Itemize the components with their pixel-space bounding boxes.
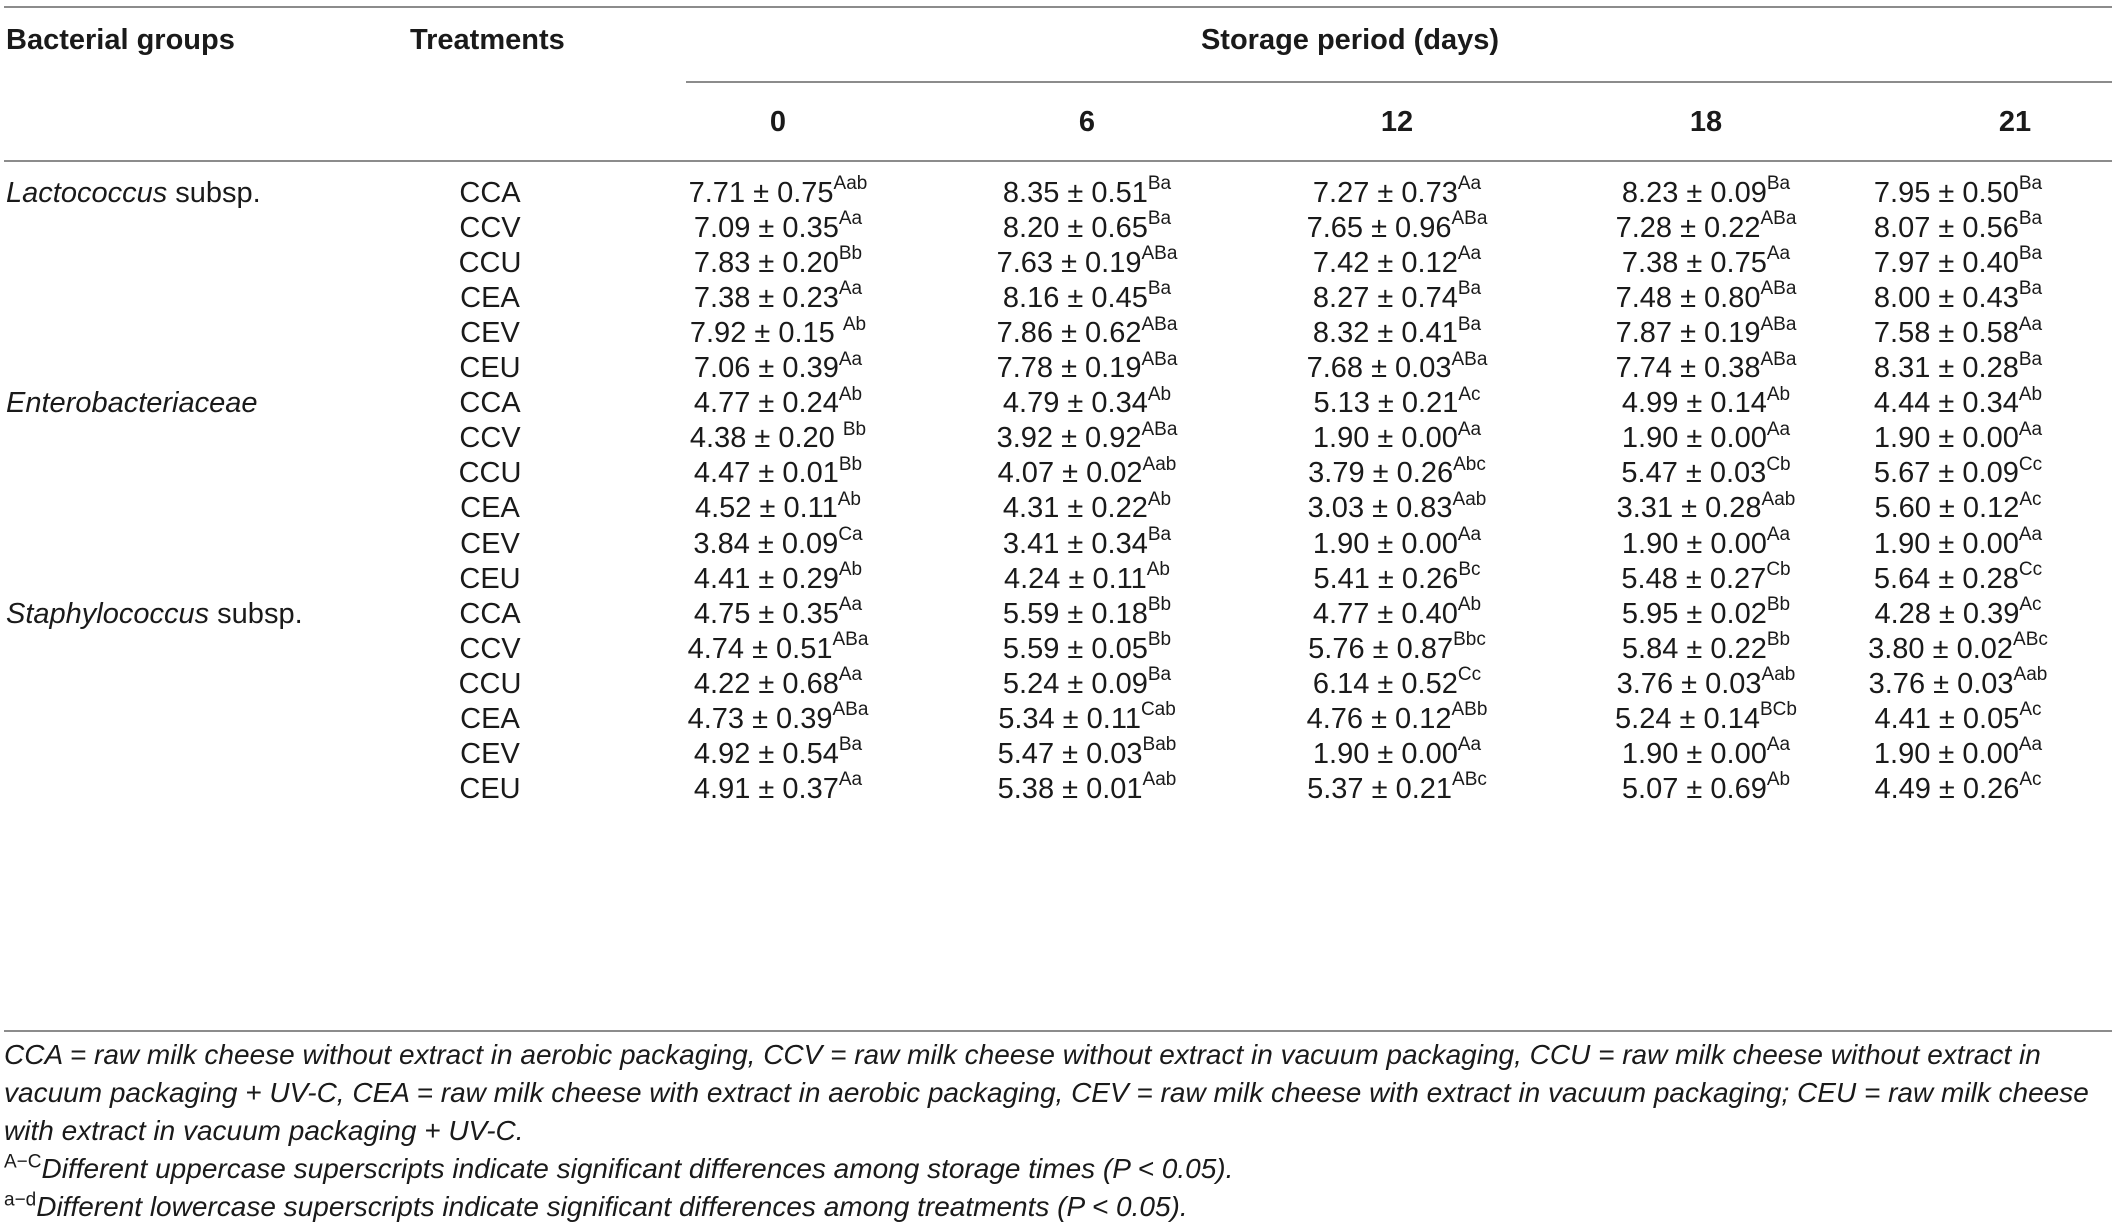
mean-sd-value: 4.38 ± 0.20 [689,422,843,455]
mean-sd-value: 5.48 ± 0.27 [1621,562,1767,595]
mean-sd-value: 4.22 ± 0.68 [693,667,839,700]
mean-sd-value: 4.31 ± 0.22 [1002,492,1148,525]
significance-superscript: Aa [838,593,863,615]
treatment-cell: CCV [459,632,521,665]
significance-superscript: ABa [1760,313,1797,335]
significance-superscript: Ab [2018,383,2043,405]
treatment-cell: CEV [460,737,520,770]
mean-sd-value: 7.28 ± 0.22 [1615,212,1761,245]
mean-sd-value: 5.67 ± 0.09 [1873,457,2019,490]
mean-sd-value: 5.41 ± 0.26 [1313,562,1459,595]
header-treatments: Treatments [410,24,565,56]
significance-superscript: Aab [1452,488,1487,510]
treatment-cell: CCV [459,422,521,455]
significance-superscript: ABb [1451,699,1488,721]
significance-superscript: Ba [1147,173,1172,195]
mean-sd-value: 1.90 ± 0.00 [1312,737,1458,770]
significance-superscript: Aa [838,208,863,230]
significance-superscript: Aab [1142,453,1177,475]
footnote-uppercase [4,1150,2112,1188]
treatment-cell: CCA [459,387,521,420]
mean-sd-value: 5.34 ± 0.11 [998,702,1141,735]
footnote-abbreviations-line-3: with extract in vacuum packaging + UV-C. [4,1115,524,1146]
mean-sd-value: 7.71 ± 0.75 [688,177,834,209]
mean-sd-value: 8.16 ± 0.45 [1002,282,1148,315]
treatment-cell: CEU [459,772,521,805]
bacterial-group-name: Staphylococcus [6,597,210,630]
header-bottom-rule [4,160,2112,162]
significance-superscript: Aab [1761,488,1796,510]
mean-sd-value: 1.90 ± 0.00 [1873,527,2019,560]
mean-sd-value: 3.80 ± 0.02 [1868,632,2014,665]
significance-superscript: Aab [1761,664,1796,686]
significance-superscript: ABa [1760,348,1797,370]
significance-superscript: Ba [2018,348,2043,370]
mean-sd-value: 7.48 ± 0.80 [1615,282,1761,315]
mean-sd-value: 8.27 ± 0.74 [1312,282,1458,315]
mean-sd-value: 4.77 ± 0.40 [1312,597,1458,630]
mean-sd-value: 1.90 ± 0.00 [1312,422,1458,455]
significance-superscript: Aa [2018,418,2043,440]
significance-superscript: Aa [2018,523,2043,545]
treatment-cell: CEA [460,492,520,525]
significance-superscript: Ba [1766,173,1791,195]
significance-superscript: Abc [1453,453,1486,475]
mean-sd-value: 3.76 ± 0.03 [1868,667,2014,700]
mean-sd-value: 7.78 ± 0.19 [996,352,1142,385]
mean-sd-value: 4.28 ± 0.39 [1874,597,2020,630]
mean-sd-value: 3.84 ± 0.09 [693,527,839,560]
treatment-cell: CCA [459,597,521,630]
footnote-abbreviations-line-1: CCA = raw milk cheese without extract in aerobic packaging, CCV = raw milk cheese without extract in vacuum packaging, CCU = raw milk cheese without extract in [4,1039,2041,1070]
significance-superscript: Ab [838,383,863,405]
bacterial-group-suffix: subsp. [209,597,303,630]
value-cell [1247,766,1547,813]
significance-superscript: Ba [1147,664,1172,686]
mean-sd-value: 1.90 ± 0.00 [1873,422,2019,455]
day-header-0: 0 [769,106,787,138]
storage-period-span-rule [686,81,2112,83]
treatment-cell: CEU [459,562,521,595]
significance-superscript: Ab [1457,593,1482,615]
significance-superscript: Ab [1146,558,1170,580]
treatment-cell: CEA [460,702,520,735]
mean-sd-value: 3.92 ± 0.92 [996,422,1142,455]
significance-superscript: Bb [838,243,863,265]
significance-superscript: Ca [838,523,863,545]
significance-superscript: Ba [1147,208,1172,230]
footnote-uppercase-text: Different uppercase superscripts indicate significant differences among storage times (P < 0.05). [41,1153,1234,1184]
significance-superscript: Aa [1766,523,1791,545]
day-header-6: 6 [1078,106,1096,138]
mean-sd-value: 7.38 ± 0.75 [1621,247,1767,280]
mean-sd-value: 8.20 ± 0.65 [1002,212,1148,245]
significance-superscript: Aa [2018,313,2043,335]
mean-sd-value: 5.95 ± 0.02 [1621,597,1767,630]
day-header-18: 18 [1689,106,1723,138]
significance-superscript: ABa [832,628,869,650]
significance-superscript: ABa [1451,208,1488,230]
day-header-21: 21 [1998,106,2032,138]
significance-superscript: Ac [2019,593,2042,615]
header-bacterial-groups: Bacterial groups [6,24,235,56]
footnote-uppercase-marker: A−C [4,1151,42,1173]
mean-sd-value: 8.35 ± 0.51 [1002,177,1148,209]
significance-superscript: Ba [2018,208,2043,230]
significance-superscript: Bab [1142,734,1177,756]
bacterial-group-name: Enterobacteriaceae [6,387,258,420]
mean-sd-value: 7.97 ± 0.40 [1873,247,2019,280]
treatment-cell: CCA [459,177,521,209]
bacterial-group-suffix: subsp. [167,177,261,209]
significance-superscript: ABc [1452,769,1487,791]
significance-superscript: Aa [838,664,863,686]
significance-superscript: Ab [1147,488,1172,510]
significance-superscript: Cab [1140,699,1176,721]
table-footnotes [4,1036,2112,1226]
significance-superscript: ABc [2013,628,2048,650]
treatment-cell: CEV [460,527,520,560]
mean-sd-value: 7.68 ± 0.03 [1306,352,1452,385]
significance-superscript: Ba [2018,173,2043,195]
mean-sd-value: 8.07 ± 0.56 [1873,212,2019,245]
significance-superscript: Aa [1457,243,1482,265]
significance-superscript: Ac [2019,488,2042,510]
treatment-cell: CCU [458,667,522,700]
mean-sd-value: 7.92 ± 0.15 [689,317,843,350]
mean-sd-value: 4.47 ± 0.01 [693,457,839,490]
significance-superscript: Ab [838,558,863,580]
mean-sd-value: 3.31 ± 0.28 [1616,492,1762,525]
mean-sd-value: 6.14 ± 0.52 [1312,667,1458,700]
significance-superscript: Aa [838,278,863,300]
mean-sd-value: 7.74 ± 0.38 [1615,352,1761,385]
mean-sd-value: 5.59 ± 0.18 [1002,597,1148,630]
significance-superscript: Ab [1766,769,1791,791]
mean-sd-value: 4.41 ± 0.29 [693,562,839,595]
significance-superscript: Bbc [1453,628,1486,650]
significance-superscript: Aa [1766,734,1791,756]
footnote-lowercase [4,1188,2112,1226]
significance-superscript: Ab [842,313,867,335]
significance-superscript: Ba [1147,278,1172,300]
mean-sd-value: 4.77 ± 0.24 [693,387,839,420]
significance-superscript: ABa [1451,348,1488,370]
significance-superscript: Ac [2019,699,2042,721]
value-cell [937,766,1237,813]
mean-sd-value: 1.90 ± 0.00 [1312,527,1458,560]
table-top-rule [4,6,2112,8]
treatment-cell: CCU [458,457,522,490]
mean-sd-value: 5.60 ± 0.12 [1874,492,2020,525]
mean-sd-value: 7.63 ± 0.19 [996,247,1142,280]
mean-sd-value: 7.06 ± 0.39 [693,352,839,385]
significance-superscript: ABa [1141,243,1178,265]
treatment-cell: CCU [458,247,522,280]
footnote-abbreviations-line-2: vacuum packaging + UV-C, CEA = raw milk cheese with extract in aerobic packaging, CEV = raw milk cheese with extract in vacuum packaging; CEU = raw milk cheese [4,1077,2089,1108]
mean-sd-value: 7.38 ± 0.23 [693,282,839,315]
significance-superscript: Ba [2018,278,2043,300]
mean-sd-value: 1.90 ± 0.00 [1621,527,1767,560]
mean-sd-value: 4.74 ± 0.51 [687,632,833,665]
treatment-cell: CCV [459,212,521,245]
value-cell [628,766,928,813]
mean-sd-value: 8.31 ± 0.28 [1873,352,2019,385]
mean-sd-value: 7.27 ± 0.73 [1312,177,1458,209]
significance-superscript: Ba [2018,243,2043,265]
significance-superscript: Aa [1457,523,1482,545]
table-row [0,766,2117,813]
significance-superscript: Ab [1147,383,1172,405]
mean-sd-value: 8.00 ± 0.43 [1873,282,2019,315]
mean-sd-value: 7.09 ± 0.35 [693,212,839,245]
significance-superscript: Ba [1457,313,1482,335]
mean-sd-value: 5.84 ± 0.22 [1621,632,1767,665]
mean-sd-value: 7.95 ± 0.50 [1873,177,2019,209]
significance-superscript: Bb [838,453,863,475]
significance-superscript: Ba [1457,278,1482,300]
significance-superscript: Aa [1457,173,1482,195]
significance-superscript: Aa [1766,243,1791,265]
mean-sd-value: 7.58 ± 0.58 [1873,317,2019,350]
treatment-cell: CEU [459,352,521,385]
mean-sd-value: 7.87 ± 0.19 [1615,317,1761,350]
significance-superscript: ABa [1141,313,1178,335]
mean-sd-value: 5.64 ± 0.28 [1873,562,2019,595]
mean-sd-value: 4.79 ± 0.34 [1002,387,1148,420]
treatment-cell: CEA [460,282,520,315]
significance-superscript: Aa [2018,734,2043,756]
significance-superscript: ABa [1760,278,1797,300]
mean-sd-value: 8.32 ± 0.41 [1312,317,1458,350]
footnote-lowercase-marker: a−d [4,1189,37,1211]
significance-superscript: Bb [842,418,867,440]
mean-sd-value: 4.07 ± 0.02 [997,457,1143,490]
mean-sd-value: 4.49 ± 0.26 [1874,772,2020,805]
day-header-12: 12 [1380,106,1414,138]
significance-superscript: Cc [2018,453,2043,475]
mean-sd-value: 3.03 ± 0.83 [1307,492,1453,525]
significance-superscript: BCb [1759,699,1797,721]
significance-superscript: ABa [1141,418,1178,440]
significance-superscript: Cb [1766,453,1791,475]
significance-superscript: Aa [838,769,863,791]
mean-sd-value: 5.37 ± 0.21 [1307,772,1453,805]
significance-superscript: ABa [832,699,869,721]
significance-superscript: Ab [1766,383,1791,405]
table-bottom-rule [4,1030,2112,1032]
mean-sd-value: 7.65 ± 0.96 [1306,212,1452,245]
footnote-lowercase-text: Different lowercase superscripts indicate significant differences among treatments (P < 0.05). [36,1191,1188,1222]
mean-sd-value: 5.47 ± 0.03 [1621,457,1767,490]
treatment-cell: CEV [460,317,520,350]
significance-superscript: Ba [1147,523,1172,545]
significance-superscript: Bb [1766,593,1791,615]
mean-sd-value: 7.86 ± 0.62 [996,317,1142,350]
significance-superscript: ABa [1141,348,1178,370]
mean-sd-value: 8.23 ± 0.09 [1621,177,1767,209]
mean-sd-value: 3.41 ± 0.34 [1002,527,1148,560]
significance-superscript: Cc [1457,664,1482,686]
significance-superscript: Aab [1142,769,1177,791]
significance-superscript: Bb [1766,628,1791,650]
mean-sd-value: 5.07 ± 0.69 [1621,772,1767,805]
mean-sd-value: 4.41 ± 0.05 [1874,702,2020,735]
significance-superscript: Cc [2018,558,2043,580]
mean-sd-value: 4.92 ± 0.54 [693,737,839,770]
mean-sd-value: 1.90 ± 0.00 [1873,737,2019,770]
significance-superscript: Bb [1147,593,1172,615]
mean-sd-value: 4.91 ± 0.37 [693,772,839,805]
significance-superscript: Aab [833,173,868,195]
significance-superscript: Aa [1457,734,1482,756]
significance-superscript: Aab [2013,664,2048,686]
value-cell [1808,766,2108,813]
significance-superscript: Cb [1766,558,1791,580]
mean-sd-value: 4.24 ± 0.11 [1003,562,1147,595]
mean-sd-value: 5.47 ± 0.03 [997,737,1143,770]
mean-sd-value: 4.44 ± 0.34 [1873,387,2019,420]
mean-sd-value: 1.90 ± 0.00 [1621,422,1767,455]
significance-superscript: Ac [2019,769,2042,791]
mean-sd-value: 4.75 ± 0.35 [693,597,839,630]
mean-sd-value: 5.59 ± 0.05 [1002,632,1148,665]
significance-superscript: Bb [1147,628,1172,650]
mean-sd-value: 1.90 ± 0.00 [1621,737,1767,770]
mean-sd-value: 5.13 ± 0.21 [1313,387,1459,420]
mean-sd-value: 4.99 ± 0.14 [1621,387,1767,420]
mean-sd-value: 7.42 ± 0.12 [1312,247,1458,280]
significance-superscript: Bc [1458,558,1481,580]
significance-superscript: Aa [1766,418,1791,440]
mean-sd-value: 5.38 ± 0.01 [997,772,1143,805]
significance-superscript: Ab [837,488,861,510]
significance-superscript: Ac [1458,383,1481,405]
mean-sd-value: 3.76 ± 0.03 [1616,667,1762,700]
header-storage-period: Storage period (days) [1200,24,1500,56]
significance-superscript: Ba [838,734,863,756]
mean-sd-value: 7.83 ± 0.20 [693,247,839,280]
significance-superscript: Aa [1457,418,1482,440]
mean-sd-value: 3.79 ± 0.26 [1308,457,1454,490]
significance-superscript: Aa [838,348,863,370]
bacterial-group-name: Lactococcus [6,177,168,209]
mean-sd-value: 4.52 ± 0.11 [694,492,838,525]
mean-sd-value: 4.73 ± 0.39 [687,702,833,735]
significance-superscript: ABa [1760,208,1797,230]
mean-sd-value: 5.76 ± 0.87 [1308,632,1454,665]
mean-sd-value: 5.24 ± 0.14 [1615,702,1760,735]
mean-sd-value: 4.76 ± 0.12 [1306,702,1452,735]
mean-sd-value: 5.24 ± 0.09 [1002,667,1148,700]
